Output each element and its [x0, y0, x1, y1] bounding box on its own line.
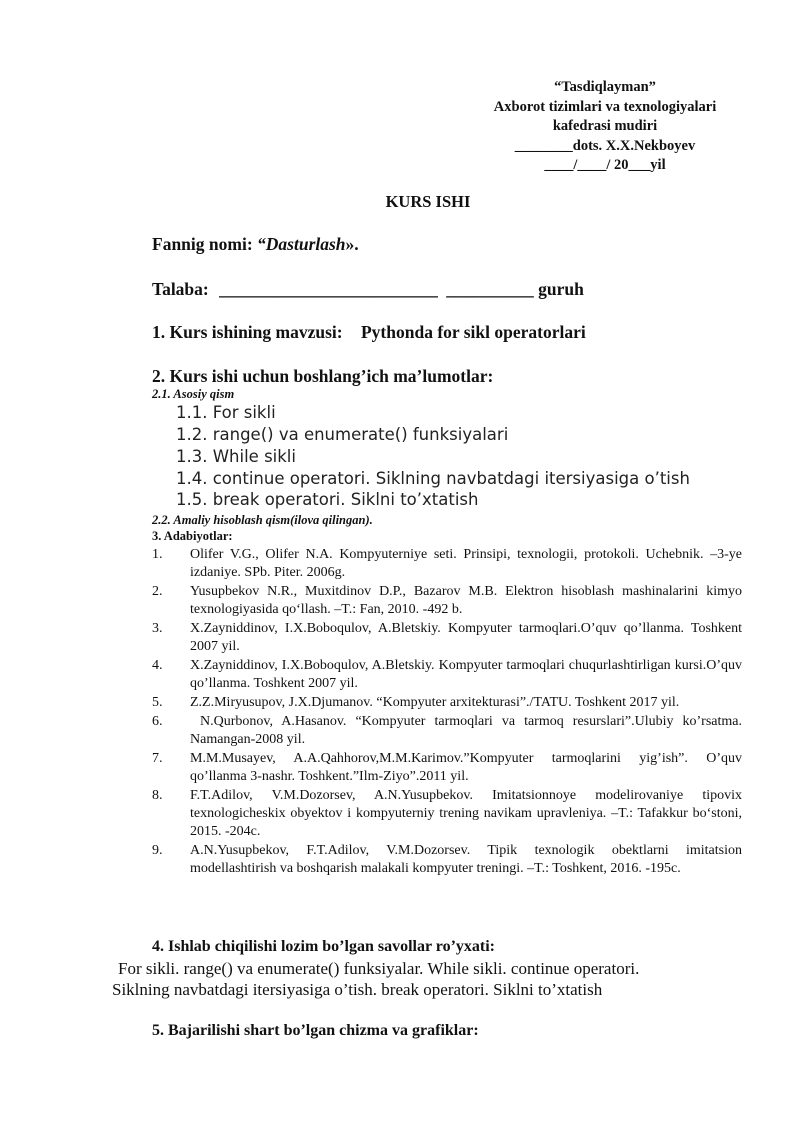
- student-label: Talaba:: [152, 279, 209, 299]
- section-2-heading: 2. Kurs ishi uchun boshlang’ich ma’lumotlar:: [152, 366, 494, 386]
- approval-line-3: kafedrasi mudiri: [552, 118, 658, 134]
- reference-item: [152, 694, 752, 712]
- subject-suffix: ».: [345, 234, 359, 254]
- topic-item-5: 1.5. break operatori. Siklni to’xtatish: [176, 490, 479, 509]
- reference-text: F.T.Adilov, V.M.Dozorsev, A.N.Yusupbekov. Imitatsionnoye modelirovaniye tipovix texnologicheskix obyektov i kompyuterniy trening navikam upravleniya. –T.: Tafakkur bo‘stoni, 2015. -204c.: [190, 788, 742, 839]
- reference-item: [152, 787, 752, 841]
- reference-text: A.N.Yusupbekov, F.T.Adilov, V.M.Dozorsev. Tipik texnologik obektlarni imitatsion modellashtirish va boshqarish malakali kompyuter treningi. –T.: Toshkent, 2016. -195c.: [190, 843, 742, 876]
- reference-text: N.Qurbonov, A.Hasanov. “Kompyuter tarmoqlari va tarmoq resurslari”.Ulubiy ko’rsatma. Namangan-2008 yil.: [190, 714, 742, 747]
- reference-text: Z.Z.Miryusupov, J.X.Djumanov. “Kompyuter arxitekturasi”./TATU. Toshkent 2017 yil.: [190, 695, 680, 710]
- approval-line-2: Axborot tizimlari va texnologiyalari: [493, 98, 717, 115]
- section-1-label: 1. Kurs ishining mavzusi:: [152, 322, 343, 342]
- reference-number: 5.: [152, 695, 163, 710]
- reference-item: [152, 842, 752, 878]
- reference-number: 1.: [152, 547, 163, 562]
- reference-text: X.Zayniddinov, I.X.Boboqulov, A.Bletskiy. Kompyuter tarmoqlari chuqurlashtirligan kursi.O’quv qo’llanma. Toshkent 2007 yil.: [190, 658, 742, 691]
- reference-number: 3.: [152, 621, 163, 636]
- topic-item-1: 1.1. For sikli: [176, 403, 276, 422]
- reference-number: 2.: [152, 584, 163, 599]
- section-4-heading: 4. Ishlab chiqilishi lozim bo’lgan savollar ro’yxati:: [152, 938, 496, 955]
- document-title: KURS ISHI: [385, 192, 471, 211]
- approval-line-4: ________dots. X.X.Nekboyev: [514, 137, 696, 154]
- group-blank: __________: [446, 279, 534, 299]
- reference-number: 6.: [152, 714, 163, 729]
- reference-number: 9.: [152, 843, 163, 858]
- reference-text: X.Zayniddinov, I.X.Boboqulov, A.Bletskiy. Kompyuter tarmoqlari.O’quv qo’llanma. Toshkent 2007 yil.: [190, 621, 742, 654]
- reference-number: 4.: [152, 658, 163, 673]
- subject-line: [152, 234, 359, 255]
- topic-item-2: 1.2. range() va enumerate() funksiyalari: [176, 425, 509, 444]
- subject-value: “Dasturlash: [257, 234, 346, 254]
- student-line: [152, 279, 584, 300]
- section-2-2-heading: 2.2. Amaliy hisoblash qism(ilova qilingan).: [152, 513, 373, 527]
- questions-line-2: Siklning navbatdagi itersiyasiga o’tish. break operatori. Siklni to’xtatish: [112, 980, 603, 999]
- reference-item: [152, 583, 752, 619]
- group-label: guruh: [538, 279, 584, 299]
- questions-line-1: For sikli. range() va enumerate() funksiyalar. While sikli. continue operatori.: [118, 959, 640, 978]
- reference-number: 8.: [152, 788, 163, 803]
- approval-line-5: ____/____/ 20___yil: [544, 157, 666, 173]
- reference-text: Olifer V.G., Olifer N.A. Kompyuterniye seti. Prinsipi, texnologii, protokoli. Uchebnik. –3-ye izdaniye. SPb. Piter. 2006g.: [190, 547, 742, 580]
- section-3-heading: 3. Adabiyotlar:: [152, 529, 233, 543]
- topic-item-4: 1.4. continue operatori. Siklning navbatdagi itersiyasiga o’tish: [176, 469, 690, 488]
- section-5-heading: 5. Bajarilishi shart bo’lgan chizma va grafiklar:: [152, 1022, 479, 1039]
- student-name-blank: _________________________: [219, 279, 438, 299]
- subject-label: Fannig nomi:: [152, 234, 258, 254]
- reference-text: M.M.Musayev, A.A.Qahhorov,M.M.Karimov.”Kompyuter tarmoqlarini yig’ish”. O’quv qo’llanma 3-nashr. Toshkent.”Ilm-Ziyo”.2011 yil.: [190, 751, 742, 784]
- topic-item-3: 1.3. While sikli: [176, 447, 296, 466]
- approval-line-1: “Tasdiqlayman”: [554, 79, 656, 95]
- reference-item: [152, 546, 752, 582]
- reference-item: [152, 657, 752, 693]
- section-1-topic: Pythonda for sikl operatorlari: [360, 322, 586, 342]
- reference-number: 7.: [152, 751, 163, 766]
- reference-item: [152, 620, 752, 656]
- reference-item: [152, 713, 752, 749]
- reference-item: [152, 750, 752, 786]
- section-2-1-heading: 2.1. Asosiy qism: [152, 387, 235, 401]
- references-list: [152, 546, 752, 879]
- section-1: [152, 322, 586, 343]
- approval-block: [455, 78, 755, 176]
- reference-text: Yusupbekov N.R., Muxitdinov D.P., Bazarov M.B. Elektron hisoblash mashinalarini kimyo texnologiyasida qo‘llash. –T.: Fan, 2010. -492 b.: [190, 584, 742, 617]
